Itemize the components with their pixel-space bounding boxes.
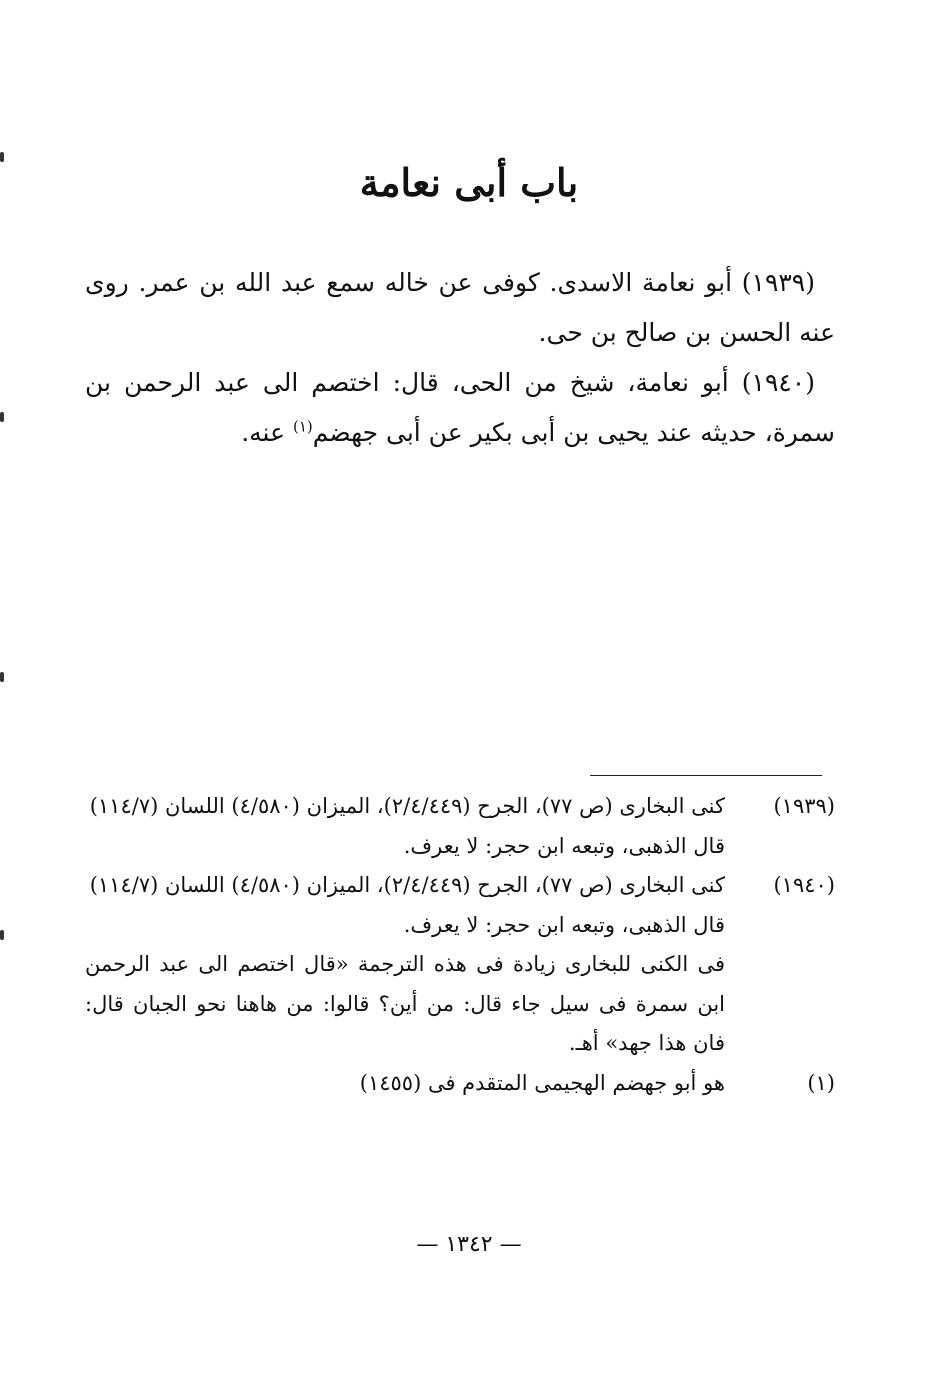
footnote-number: (١) xyxy=(807,1070,835,1095)
footnote-1940 xyxy=(85,866,835,1064)
footnote-line: قال الذهبى، وتبعه ابن حجر: لا يعرف. xyxy=(403,912,725,937)
footnote-1 xyxy=(85,1064,835,1104)
footnote-body xyxy=(85,787,725,866)
footnotes xyxy=(85,787,835,1103)
footnote-ref-1: (١) xyxy=(292,417,313,436)
footnote-body xyxy=(85,866,725,1064)
footnote-divider xyxy=(590,775,822,776)
chapter-title: باب أبى نعامة xyxy=(359,160,579,205)
entry-1940 xyxy=(85,358,835,458)
footnote-number: (١٩٤٠) xyxy=(773,873,835,897)
footnote-line: فى الكنى للبخارى زيادة فى هذه الترجمة «قال اختصم الى عبد الرحمن ابن سمرة فى سيل جاء قال: من أين؟ قالوا: من هاهنا نحو الجبان قال: فان هذا جهد» أهـ. xyxy=(85,952,725,1055)
entry-1940-text: (١٩٤٠) أبو نعامة، شيخ من الحى، قال: اختصم الى عبد الرحمن بن سمرة، حديثه عند يحيى بن أبى بكير عن أبى جهضم xyxy=(85,368,835,447)
page-number: — ١٣٤٢ — xyxy=(416,1232,522,1257)
footnote-body xyxy=(85,1064,725,1104)
scan-edge-mark xyxy=(0,930,4,940)
main-text xyxy=(85,258,835,458)
footnote-line: كنى البخارى (ص ٧٧)، الجرح (٢/٤/٤٤٩)، الميزان (٤/٥٨٠) اللسان (١١٤/٧) xyxy=(89,794,725,818)
footnote-1939 xyxy=(85,787,835,866)
footnote-number: (١٩٣٩) xyxy=(773,794,835,818)
footnote-line: هو أبو جهضم الهجيمى المتقدم فى (١٤٥٥) xyxy=(359,1070,725,1095)
scan-edge-mark xyxy=(0,672,4,682)
footnote-line: كنى البخارى (ص ٧٧)، الجرح (٢/٤/٤٤٩)، الميزان (٤/٥٨٠) اللسان (١١٤/٧) xyxy=(89,873,725,897)
entry-1939: (١٩٣٩) أبو نعامة الاسدى. كوفى عن خاله سمع عبد الله بن عمر. روى عنه الحسن بن صالح بن حى. xyxy=(85,268,835,347)
footnote-line: قال الذهبى، وتبعه ابن حجر: لا يعرف. xyxy=(403,833,725,858)
entry-1940-tail: عنه. xyxy=(241,418,293,447)
scan-edge-mark xyxy=(0,412,4,422)
